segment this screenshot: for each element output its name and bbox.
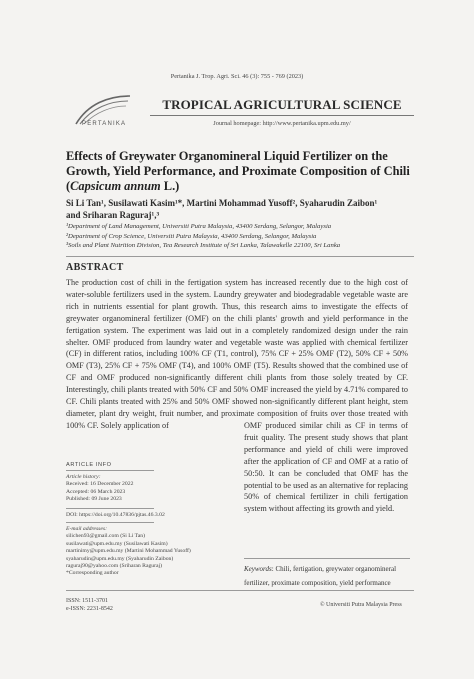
issn-electronic: e-ISSN: 2231-8542 <box>66 606 113 613</box>
abstract-text-continued: OMF produced similar chili as CF in terms of fruit quality. The present study shows that plant performance and yield of chili were improved after the application of CF and OMF at a ratio of 50:50. It can be concluded that OMF has the potential to be used as an alternative for replacing 50% of chemical fertilizer in chili fertigation system without affecting its growth and yield. <box>244 421 408 514</box>
published-date: Published: 09 June 2023 <box>66 496 122 503</box>
journal-homepage[interactable]: Journal homepage: http://www.pertanika.upm.edu.my/ <box>213 120 351 127</box>
email-addresses <box>66 526 216 578</box>
history-label: Article history: <box>66 474 101 480</box>
corresponding-author-note: *Corresponding author <box>66 570 119 577</box>
abstract-heading: ABSTRACT <box>66 262 124 273</box>
doi-link[interactable]: DOI: https://doi.org/10.47836/pjtas.46.3.02 <box>66 512 165 518</box>
keywords <box>244 563 410 590</box>
email-4[interactable]: syaharudin@upm.edu.my (Syaharudin Zaibon) <box>66 555 174 562</box>
affiliation-3: ³Soils and Plant Nutrition Division, Tea Research Institute of Sri Lanka, Talawakelle 22100, Sri Lanka <box>66 242 341 249</box>
received-date: Received: 16 December 2022 <box>66 481 134 488</box>
affiliations <box>66 222 414 251</box>
title-main: Effects of Greywater Organomineral Liquid Fertilizer on the Growth, Yield Performance, and Proximate Composition of Chili ( <box>66 149 410 193</box>
journal-name: TROPICAL AGRICULTURAL SCIENCE <box>162 97 402 112</box>
email-3[interactable]: martinimy@upm.edu.my (Martini Mohammad Yusoff) <box>66 548 191 555</box>
authors-line-2: and Sriharan Raguraj¹,³ <box>66 210 160 220</box>
abstract-top-rule <box>66 256 414 257</box>
article-info-rule <box>66 470 154 471</box>
issn-print: ISSN: 1511-3701 <box>66 598 108 604</box>
email-2[interactable]: susilawati@upm.edu.my (Susilawati Kasim) <box>66 540 168 547</box>
article-info-heading: ARTICLE INFO <box>66 462 112 468</box>
article-history <box>66 474 216 504</box>
title-species: Capsicum annum <box>70 179 161 193</box>
title-tail: L.) <box>160 179 180 193</box>
history-rule <box>66 508 154 509</box>
email-1[interactable]: silichen93@gmail.com (Si Li Tan) <box>66 533 145 540</box>
accepted-date: Accepted: 06 March 2023 <box>66 488 126 495</box>
keywords-text: : Chili, fertigation, greywater organomineral fertilizer, proximate composition, yield performance <box>244 565 397 587</box>
paper-title <box>66 149 414 194</box>
pertanika-logo <box>70 90 142 134</box>
emails-label: E-mail addresses: <box>66 526 108 532</box>
header-rule <box>150 115 414 116</box>
journal-citation: Pertanika J. Trop. Agri. Sci. 46 (3): 755 - 769 (2023) <box>170 73 304 80</box>
copyright-press: © Universiti Putra Malaysia Press <box>320 602 402 608</box>
keywords-label: Keywords <box>244 565 272 573</box>
doi-rule <box>66 522 154 523</box>
keywords-rule <box>244 558 410 559</box>
author-list <box>66 197 414 221</box>
authors-line-1: Si Li Tan¹, Susilawati Kasim¹*, Martini Mohammad Yusoff², Syaharudin Zaibon¹ <box>66 198 378 208</box>
issn-block <box>66 597 113 613</box>
affiliation-2: ²Department of Crop Science, Universiti Putra Malaysia, 43400 Serdang, Selangor, Malaysia <box>66 232 317 240</box>
affiliation-1: ¹Department of Land Management, Universiti Putra Malaysia, 43400 Serdang, Selangor, Malaysia <box>66 223 332 230</box>
abstract-text: The production cost of chili in the fertigation system has increased recently due to the high cost of water-soluble fertilizers used in the system. Laundry greywater and biodegradable vegetable waste are rich in nutrients essential for plant growth. Thus, this research aims to investigate the effects of greywater organomineral fertilizer (OMF) on the chili plants' growth and yield performance in the fertigation system. The experiment was laid out in a completely randomized design under the rain shelter. OMF produced from laundry water and vegetable waste was applied with chemical fertilizer (CF) in different ratios, including 100% CF (T1, control), 75% CF + 25% OMF (T2), 50% CF + 50% OMF (T3), 25% CF + 75% OMF (T4), and 100% OMF (T5). Results showed that the combined use of CF and OMF produced non-significantly different chili plants from those solely treated by CF. Interestingly, chili plants treated with 50% CF and 50% OMF increased the yield by 4.71% compared to CF. Chili plants treated with 25% and 50% OMF showed non-significantly different plant height, stem diameter, plant dry weight, fruit number, and proximate composition of fruits over those treated with 100% CF. Solely application of <box>66 278 408 430</box>
logo-wordmark: PERTANIKA <box>82 121 127 127</box>
footer-rule <box>66 590 414 591</box>
email-5[interactable]: raguraj90@yahoo.com (Sriharan Raguraj) <box>66 563 163 570</box>
